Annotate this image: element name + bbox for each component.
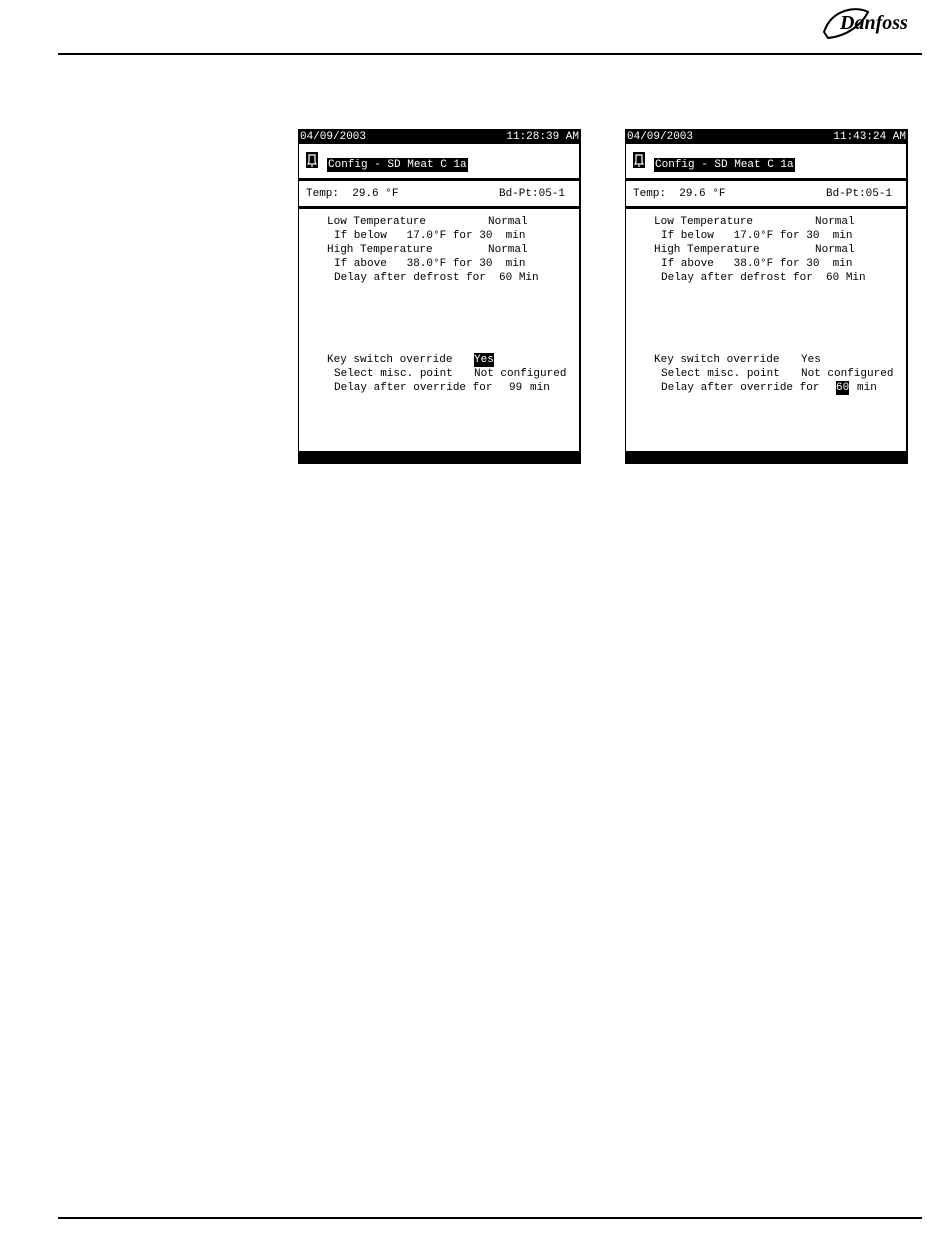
override-delay-unit: min <box>530 382 550 394</box>
date-display: 04/09/2003 <box>300 130 367 143</box>
defrost-delay-line[interactable]: Delay after defrost for 60 Min <box>661 272 866 284</box>
status-bar <box>626 129 906 144</box>
danfoss-logo <box>818 2 922 44</box>
screen-title: Config - SD Meat C 1a <box>655 159 794 171</box>
high-temp-status: Normal <box>815 244 855 256</box>
temp-label: Temp: <box>306 188 340 200</box>
board-point: Bd-Pt:05-1 <box>498 188 565 200</box>
temp-value: 29.6 °F <box>352 188 399 200</box>
header-rule <box>58 53 922 55</box>
override-delay-label: Delay after override for <box>334 382 493 394</box>
misc-point-value[interactable]: Not configured <box>801 368 894 380</box>
divider <box>299 206 579 209</box>
if-below-line[interactable]: If below 17.0°F for 30 min <box>661 230 853 242</box>
status-bar <box>299 129 579 144</box>
low-temp-status: Normal <box>488 216 528 228</box>
footer-rule <box>58 1217 922 1219</box>
low-temp-label: Low Temperature <box>654 216 754 228</box>
key-switch-label: Key switch override <box>654 354 780 366</box>
bell-icon <box>633 152 645 168</box>
high-temp-label: High Temperature <box>327 244 433 256</box>
override-delay-unit: min <box>857 382 877 394</box>
misc-point-label: Select misc. point <box>661 368 780 380</box>
terminal-screen-2 <box>625 129 908 464</box>
override-delay-label: Delay after override for <box>661 382 820 394</box>
defrost-delay-line[interactable]: Delay after defrost for 60 Min <box>334 272 539 284</box>
svg-text:Danfoss: Danfoss <box>840 12 908 34</box>
if-above-line[interactable]: If above 38.0°F for 30 min <box>334 258 526 270</box>
screen-footer-bar <box>299 451 579 464</box>
low-temp-status: Normal <box>815 216 855 228</box>
temp-status-line <box>633 187 892 201</box>
divider <box>626 206 906 209</box>
key-switch-value[interactable]: Yes <box>474 354 494 366</box>
time-display: 11:28:39 AM <box>506 130 579 143</box>
screen-footer-bar <box>626 451 906 464</box>
override-delay-value[interactable]: 60 <box>836 382 850 394</box>
high-temp-label: High Temperature <box>654 244 760 256</box>
key-switch-value[interactable]: Yes <box>801 354 821 366</box>
board-point: Bd-Pt:05-1 <box>825 188 892 200</box>
high-temp-status: Normal <box>488 244 528 256</box>
misc-point-value[interactable]: Not configured <box>474 368 567 380</box>
divider <box>299 178 579 181</box>
if-above-line[interactable]: If above 38.0°F for 30 min <box>661 258 853 270</box>
terminal-screen-1 <box>298 129 581 464</box>
bell-icon <box>306 152 318 168</box>
time-display: 11:43:24 AM <box>833 130 906 143</box>
low-temp-label: Low Temperature <box>327 216 427 228</box>
divider <box>626 178 906 181</box>
if-below-line[interactable]: If below 17.0°F for 30 min <box>334 230 526 242</box>
date-display: 04/09/2003 <box>627 130 694 143</box>
temp-label: Temp: <box>633 188 667 200</box>
misc-point-label: Select misc. point <box>334 368 453 380</box>
override-delay-value[interactable]: 99 <box>509 382 523 394</box>
screen-title: Config - SD Meat C 1a <box>328 159 467 171</box>
temp-value: 29.6 °F <box>679 188 726 200</box>
key-switch-label: Key switch override <box>327 354 453 366</box>
temp-status-line <box>306 187 565 201</box>
